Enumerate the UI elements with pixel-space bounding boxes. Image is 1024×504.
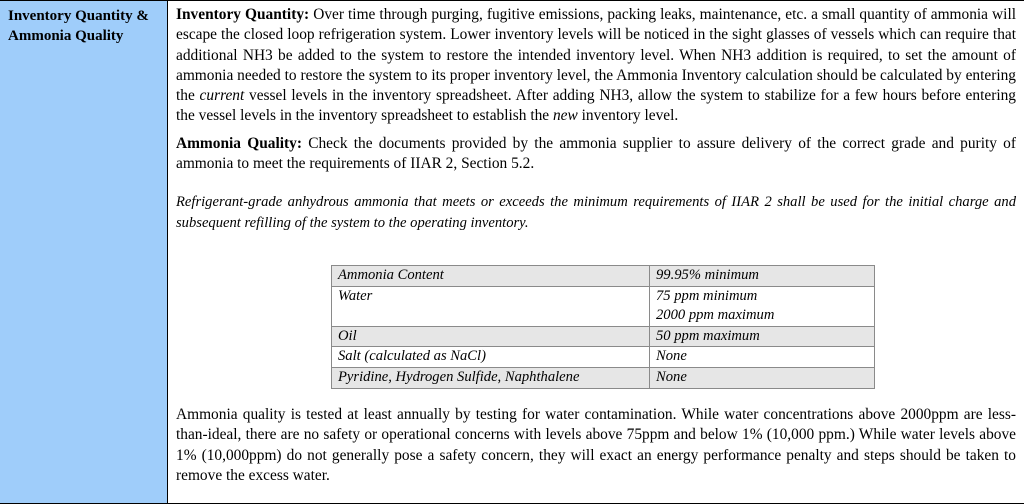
inventory-quantity-label: Inventory Quantity: (176, 6, 310, 23)
refrigerant-grade-note: Refrigerant-grade anhydrous ammonia that meets or exceeds the minimum requirements of IIAR 2 shall be used for the initial charge and subsequent refilling of the system to the operating inventory. (176, 194, 1016, 232)
spec-name-cell: Oil (332, 326, 650, 347)
spec-value-cell (650, 326, 875, 347)
table-row (332, 286, 875, 326)
spec-value: None (656, 368, 687, 385)
ammonia-quality-paragraph (176, 134, 1016, 175)
spec-name-cell: Water (332, 286, 650, 326)
inventory-quantity-paragraph (176, 5, 1016, 127)
spec-value: 50 ppm maximum (656, 327, 760, 344)
table-row (332, 367, 875, 388)
spec-value-secondary: 2000 ppm maximum (656, 307, 775, 324)
table-row (332, 347, 875, 368)
ammonia-spec-table (331, 265, 875, 389)
left-header-cell (0, 1, 168, 503)
ammonia-quality-label: Ammonia Quality: (176, 134, 302, 152)
water-contamination-paragraph: Ammonia quality is tested at least annually by testing for water contamination. While water concentrations above 2000ppm are less-than-ideal, there are no safety or operational concerns with levels above 75ppm and below 1% (10,000 ppm.) While water levels above 1% (10,000ppm) do not generally pose a safety concern, they will exact an energy performance penalty and steps should be taken to remove the excess water. (176, 406, 1016, 484)
spec-name-cell: Salt (calculated as NaCl) (332, 347, 650, 368)
spec-name-cell: Ammonia Content (332, 266, 650, 287)
spec-value-cell (650, 266, 875, 287)
spec-value: 99.95% minimum (656, 267, 759, 283)
table-row (332, 326, 875, 347)
inventory-em-current: current (199, 87, 245, 105)
spec-name-cell: Pyridine, Hydrogen Sulfide, Naphthalene (332, 367, 650, 388)
spec-value: 75 ppm minimum (656, 287, 758, 304)
spec-value-cell (650, 367, 875, 388)
ammonia-quality-text: Check the documents provided by the ammonia supplier to assure delivery of the correct grade and purity of ammonia to meet the requirements of IIAR 2, Section 5.2. (176, 134, 1016, 173)
inventory-em-new: new (552, 107, 578, 125)
inventory-text-a: Over time through purging, fugitive emissions, packing leaks, maintenance, etc. a small quantity of ammonia will escape the closed loop refrigeration system. Lower inventory levels will be noticed in the sight glasses of vessels which can require that additional NH3 be added to the system to restore the intended inventory level. When NH3 addition is required, to set the amount of ammonia needed to restore the system to its proper inventory level, the Ammonia Inventory calculation should be calculated by entering the (176, 6, 1016, 105)
right-content-cell (168, 1, 1024, 503)
inventory-text-c: inventory level. (577, 107, 679, 125)
table-row (332, 266, 875, 287)
spec-value-cell (650, 347, 875, 368)
section-heading: Inventory Quantity & Ammonia Quality (8, 8, 149, 44)
spec-value: None (656, 348, 687, 365)
inventory-text-b: vessel levels in the inventory spreadsheet. After adding NH3, allow the system to stabilize for a few hours before entering the vessel levels in the inventory spreadsheet to establish the (176, 87, 1016, 125)
spec-value-cell (650, 286, 875, 326)
